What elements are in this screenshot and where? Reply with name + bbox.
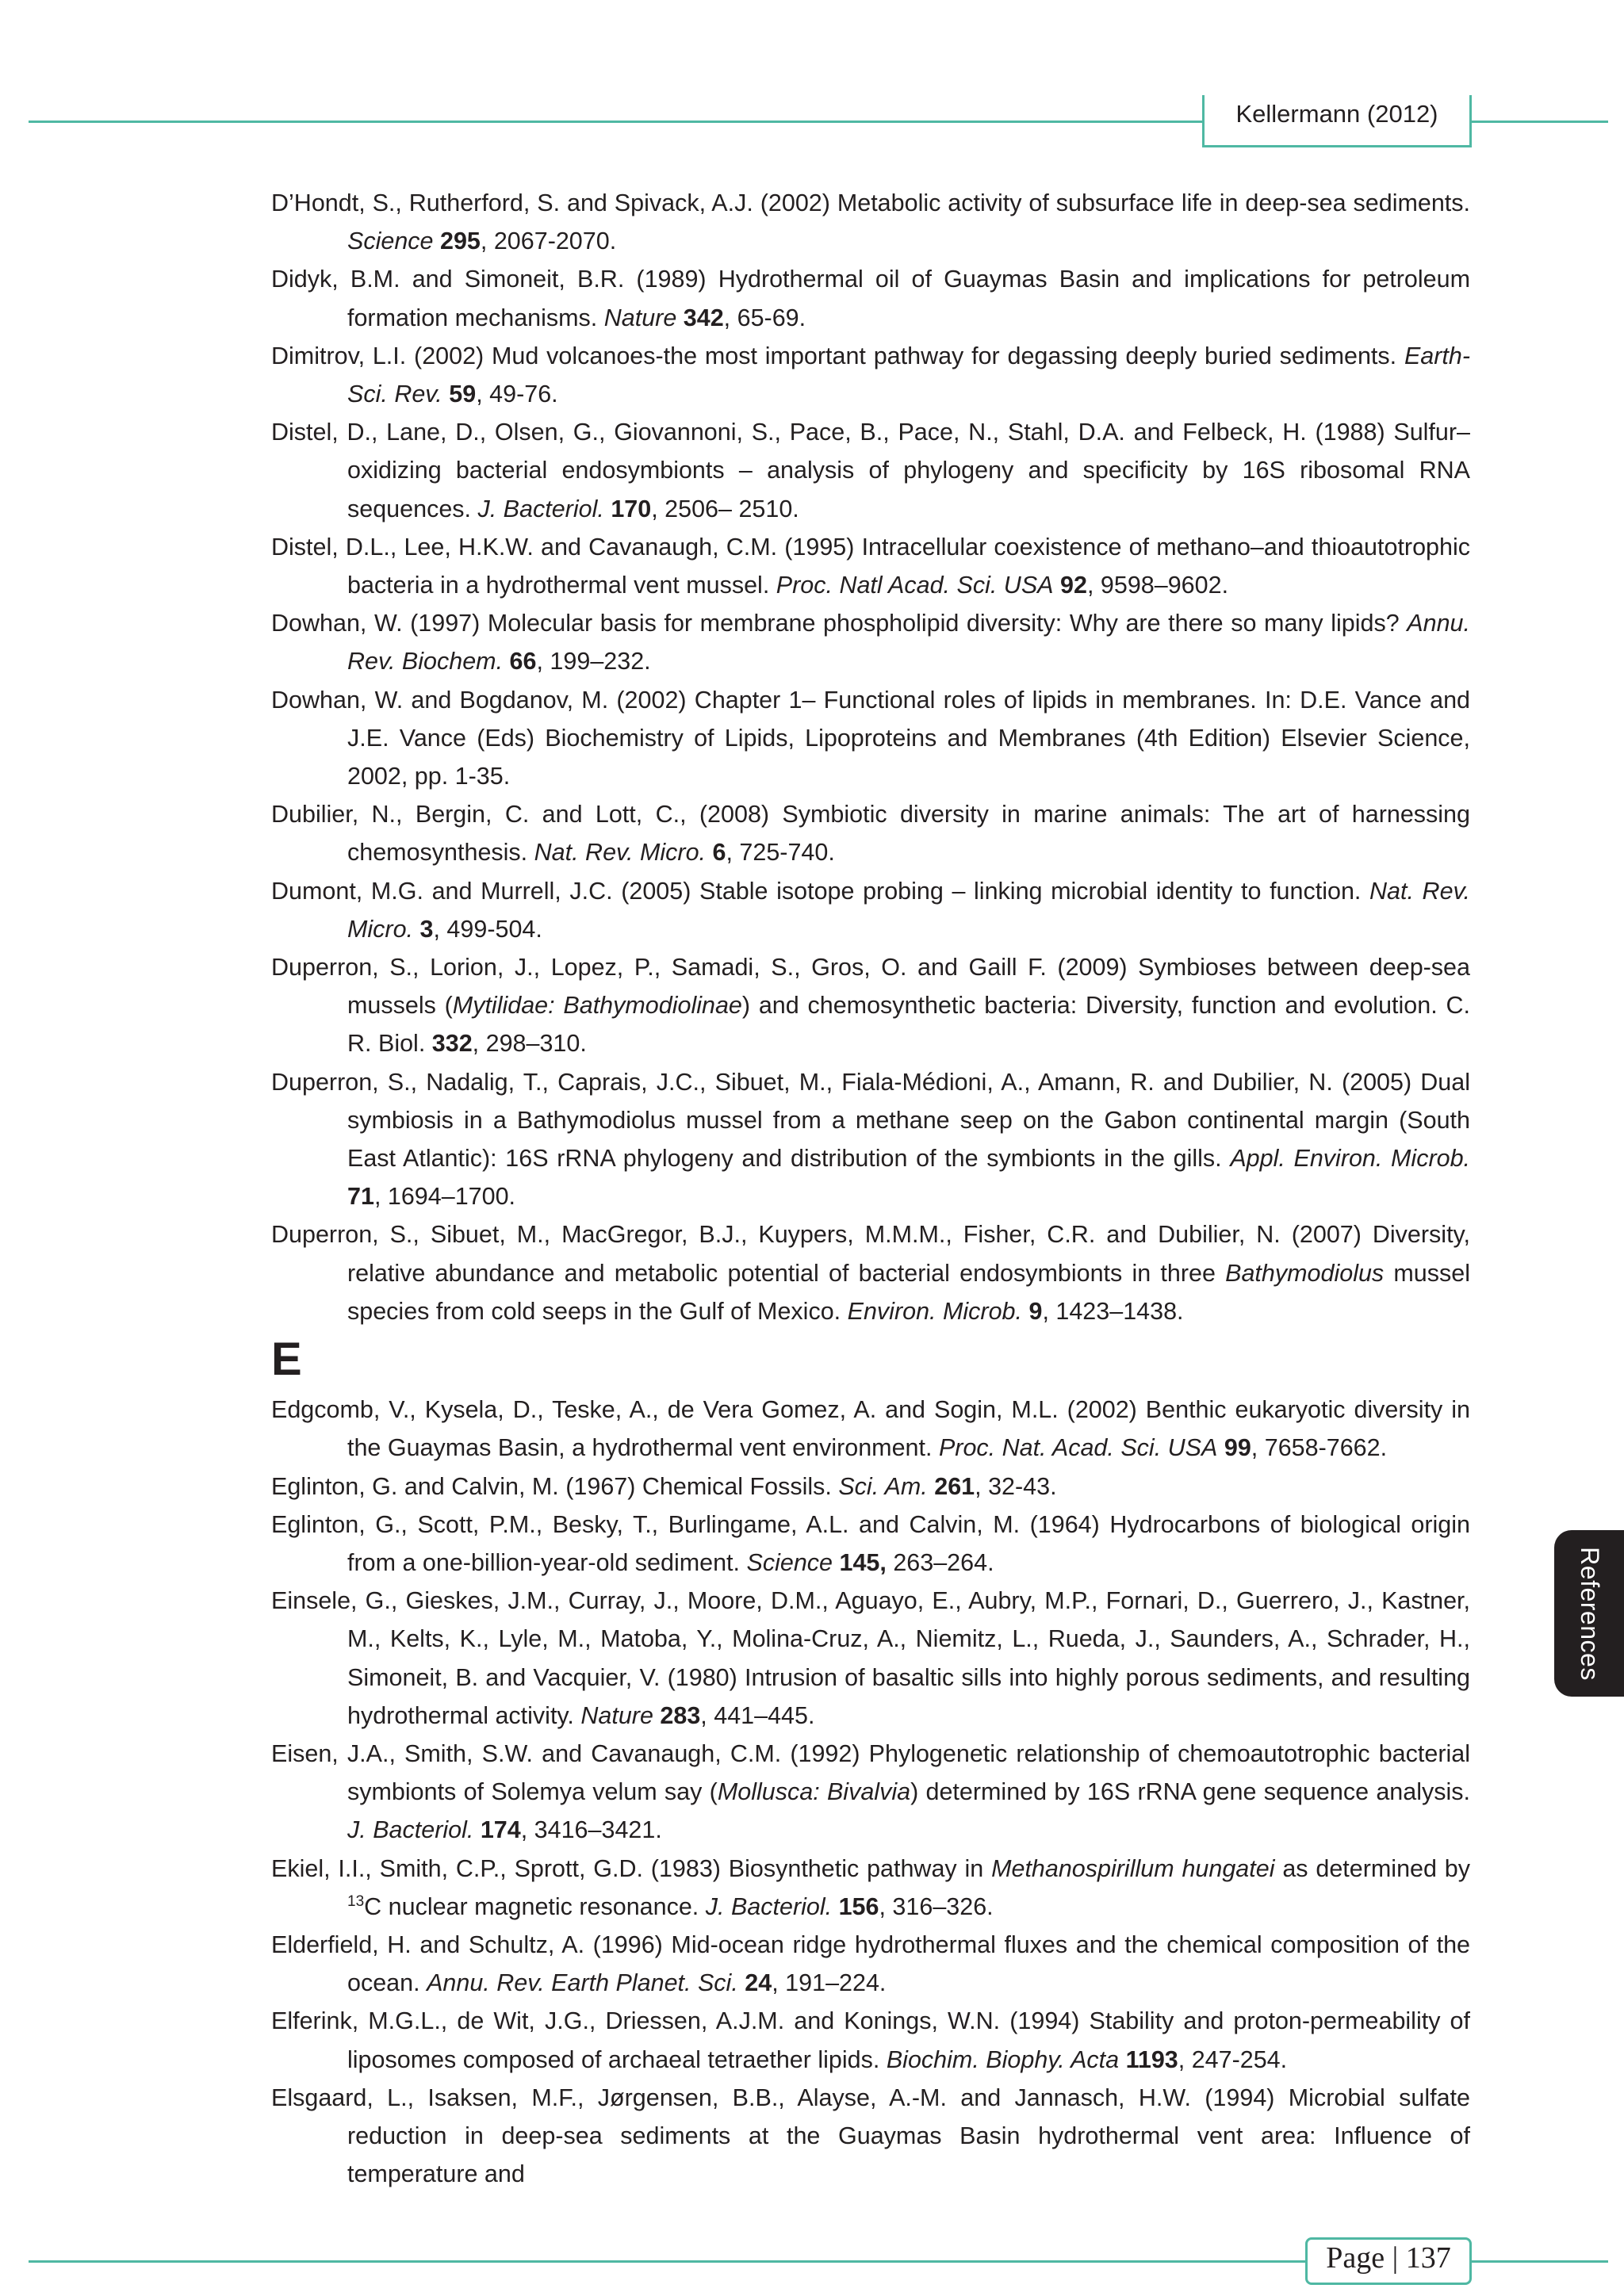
footer-rule-left [29,2260,1305,2263]
footer-rule-right [1472,2260,1608,2263]
superscript: 13 [347,1892,365,1910]
references-side-tab-label: References [1575,1546,1604,1681]
references-d-group [271,184,1470,948]
reference-entry: Eglinton, G. and Calvin, M. (1967) Chemical Fossils. Sci. Am. 261, 32-43. [271,1472,1057,1500]
reference-entry: D’Hondt, S., Rutherford, S. and Spivack, A.J. (2002) Metabolic activity of subsurface life in deep-sea sediments. Science 295, 2067-2070. [271,189,1470,255]
reference-entry: Duperron, S., Sibuet, M., MacGregor, B.J., Kuypers, M.M.M., Fisher, C.R. and Dubilier, N. (2007) Diversity, relative abundance and metabolic potential of bacterial endosymbionts in three Bathymodiolus mussel species from cold seeps in the Gulf of Mexico. Environ. Microb. 9, 1423–1438. [271,1221,1470,1325]
reference-entry: Distel, D.L., Lee, H.K.W. and Cavanaugh, C.M. (1995) Intracellular coexistence of methano–and thioautotrophic bacteria in a hydrothermal vent mussel. Proc. Natl Acad. Sci. USA 92, 9598–9602. [271,533,1470,599]
reference-entry: Duperron, S., Lorion, J., Lopez, P., Samadi, S., Gros, O. and Gaill F. (2009) Symbioses between deep-sea mussels (Mytilidae: Bathymodiolinae) and chemosynthetic bacteria: Diversity, function and evolution. C. R. Biol. 332, 298–310. [271,954,1470,1058]
section-letter-heading: E [271,1334,302,1386]
reference-entry: Didyk, B.M. and Simoneit, B.R. (1989) Hydrothermal oil of Guaymas Basin and implications for petroleum formation mechanisms. Nature 342, 65-69. [271,266,1470,331]
reference-entry: Dumont, M.G. and Murrell, J.C. (2005) Stable isotope probing – linking microbial identity to function. Nat. Rev. Micro. 3, 499-504. [271,877,1471,943]
running-header-title: Kellermann (2012) [1235,100,1438,128]
reference-entry: Elderfield, H. and Schultz, A. (1996) Mid-ocean ridge hydrothermal fluxes and the chemical composition of the ocean. Annu. Rev. Earth Planet. Sci. 24, 191–224. [271,1931,1470,1997]
header-rule-right [1472,121,1608,123]
references-e2-group [271,1926,1470,2193]
reference-entry: Dubilier, N., Bergin, C. and Lott, C., (2008) Symbiotic diversity in marine animals: The art of harnessing chemosynthesis. Nat. Rev. Micro. 6, 725-740. [271,801,1470,867]
reference-entry: Eisen, J.A., Smith, S.W. and Cavanaugh, C.M. (1992) Phylogenetic relationship of chemoautotrophic bacterial symbionts of Solemya velum say (Mollusca: Bivalvia) determined by 16S rRNA gene sequence analysis. J. Bacteriol. 174, 3416–3421. [271,1739,1470,1844]
reference-entry: Duperron, S., Nadalig, T., Caprais, J.C., Sibuet, M., Fiala-Médioni, A., Amann, R. and Dubilier, N. (2005) Dual symbiosis in a Bathymodiolus mussel from a methane seep on the Gabon continental margin (South East Atlantic): 16S rRNA phylogeny and distribution of the symbionts in the gills. Appl. Environ. Microb. 71, 1694–1700. [271,1068,1471,1211]
reference-entry: Elsgaard, L., Isaksen, M.F., Jørgensen, B.B., Alayse, A.-M. and Jannasch, H.W. (1994) Microbial sulfate reduction in deep-sea sediments at the Guaymas Basin hydrothermal vent area: Influence of temperature and [271,2084,1470,2188]
reference-entry: Ekiel, I.I., Smith, C.P., Sprott, G.D. (1983) Biosynthetic pathway in Methanospirillum hungatei as determined by $^{13}$C nuclear magnetic resonance. J. Bacteriol. 156, 316–326. [271,1854,1470,1920]
reference-entry: Distel, D., Lane, D., Olsen, G., Giovannoni, S., Pace, B., Pace, N., Stahl, D.A. and Felbeck, H. (1988) Sulfur–oxidizing bacterial endosymbionts – analysis of phylogeny and specificity by 16S ribosomal RNA sequences. J. Bacteriol. 170, 2506– 2510. [271,419,1470,522]
reference-entry: Dowhan, W. (1997) Molecular basis for membrane phospholipid diversity: Why are there so many lipids? Annu. Rev. Biochem. 66, 199–232. [271,610,1470,675]
reference-entry: Einsele, G., Gieskes, J.M., Curray, J., Moore, D.M., Aguayo, E., Aubry, M.P., Fornari, D., Guerrero, J., Kastner, M., Kelts, K., Lyle, M., Matoba, Y., Molina-Cruz, A., Niemitz, L., Rueda, J., Saunders, A., Schrader, H., Simoneit, B. and Vacquier, V. (1980) Intrusion of basaltic sills into highly porous sediments, and resulting hydrothermal activity. Nature 283, 441–445. [271,1587,1470,1729]
reference-entry: Dowhan, W. and Bogdanov, M. (2002) Chapter 1– Functional roles of lipids in membranes. In: D.E. Vance and J.E. Vance (Eds) Biochemistry of Lipids, Lipoproteins and Membranes (4th Edition) Elsevier Science, 2002, pp. 1-35. [271,686,1470,790]
reference-entry: Dimitrov, L.I. (2002) Mud volcanoes-the most important pathway for degassing deeply buried sediments. Earth-Sci. Rev. 59, 49-76. [271,342,1470,408]
references-e-group [271,1391,1470,1735]
header-rule-left [29,121,1202,123]
references-side-tab-label-wrap [1554,1530,1624,1697]
reference-entry: Elferink, M.G.L., de Wit, J.G., Driessen, A.J.M. and Konings, W.N. (1994) Stability and proton-permeability of liposomes composed of archaeal tetraether lipids. Biochim. Biophy. Acta 1193, 247-254. [271,2007,1470,2073]
reference-entry: Eglinton, G., Scott, P.M., Besky, T., Burlingame, A.L. and Calvin, M. (1964) Hydrocarbons of biological origin from a one-billion-year-old sediment. Science 145, 263–264. [271,1510,1470,1576]
reference-entry: Edgcomb, V., Kysela, D., Teske, A., de Vera Gomez, A. and Sogin, M.L. (2002) Benthic eukaryotic diversity in the Guaymas Basin, a hydrothermal vent environment. Proc. Nat. Acad. Sci. USA 99, 7658-7662. [271,1396,1470,1462]
reference-list [271,184,1470,2193]
page-number: Page | 137 [1326,2241,1451,2275]
